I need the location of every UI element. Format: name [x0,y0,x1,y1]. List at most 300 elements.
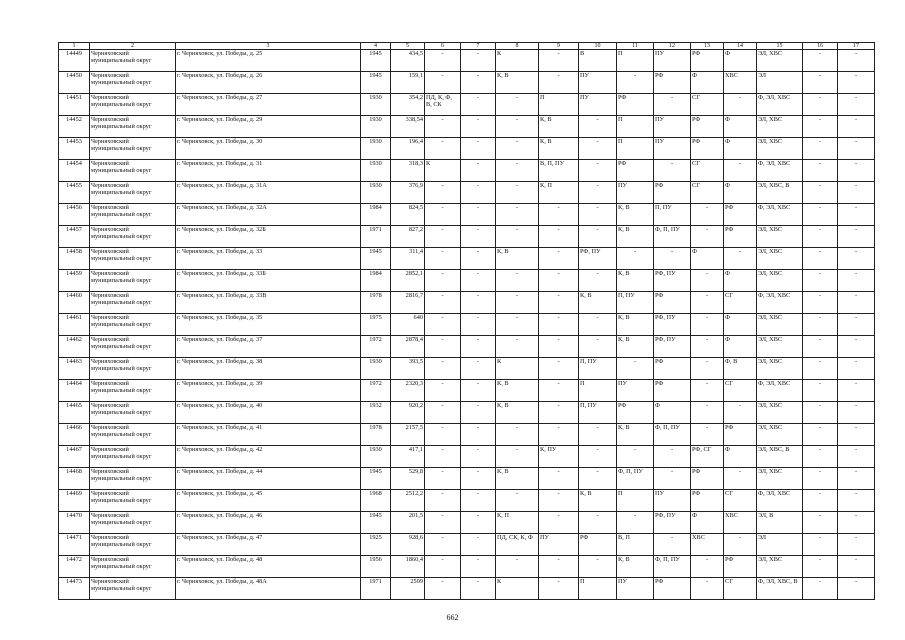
table-cell: - [539,292,579,314]
table-cell: - [461,556,496,578]
table-row [59,226,875,248]
table-cell: - [461,50,496,72]
table-cell: г. Черняховск, ул. Победы, д. 33Б [176,270,361,292]
table-cell: г. Черняховск, ул. Победы, д. 47 [176,534,361,556]
table-cell: - [425,468,461,490]
table-cell: - [724,160,757,182]
table-cell: Черняховский муниципальный округ [90,50,176,72]
table-cell: - [539,402,579,424]
table-row [59,358,875,380]
table-row [59,314,875,336]
table-cell: - [425,446,461,468]
table-cell: Ф, ЭЛ, ХВС [757,292,803,314]
table-cell: К, П [496,512,539,534]
table-cell: 1978 [361,424,391,446]
table-cell: ПД, К, Ф, В, СК [425,94,461,116]
table-cell: Черняховский муниципальный округ [90,402,176,424]
table-cell: 827,2 [391,226,425,248]
table-cell: 354,2 [391,94,425,116]
table-cell: - [838,578,875,600]
table-cell: 1984 [361,270,391,292]
table-cell: - [579,468,617,490]
table-cell: 14469 [59,490,90,512]
table-cell: П [617,50,654,72]
table-cell: К, В [496,402,539,424]
table-cell: Ф, П, ПУ [654,556,691,578]
table-cell: 14456 [59,204,90,226]
table-cell: - [496,446,539,468]
table-cell: Черняховский муниципальный округ [90,534,176,556]
table-cell: - [425,380,461,402]
table-cell: г. Черняховск, ул. Победы, д. 37 [176,336,361,358]
column-header: 2 [90,43,176,50]
table-cell: г. Черняховск, ул. Победы, д. 31А [176,182,361,204]
table-cell: г. Черняховск, ул. Победы, д. 29 [176,116,361,138]
header-row [59,43,875,50]
table-cell: 201,5 [391,512,425,534]
table-cell: 14459 [59,270,90,292]
table-cell: - [425,226,461,248]
column-header: 17 [838,43,875,50]
table-cell: ПУ [654,50,691,72]
table-cell: ПУ [579,72,617,94]
table-cell: - [425,358,461,380]
table-cell: г. Черняховск, ул. Победы, д. 35 [176,314,361,336]
table-cell: РФ [724,424,757,446]
table-cell: К, В [539,116,579,138]
table-cell: РФ [617,160,654,182]
table-cell: Ф [724,182,757,204]
table-cell: Черняховский муниципальный округ [90,248,176,270]
table-cell: - [425,402,461,424]
table-cell: 640 [391,314,425,336]
table-cell: К, ПУ [539,446,579,468]
table-cell: 1971 [361,578,391,600]
table-cell: 1978 [361,292,391,314]
page-number: 662 [446,613,459,622]
table-cell: Ф, ЭЛ, ХВС [757,160,803,182]
table-cell: - [539,468,579,490]
table-cell: - [425,336,461,358]
table-cell: РФ [724,226,757,248]
table-cell: 14450 [59,72,90,94]
table-cell: Ф [724,116,757,138]
table-cell: 1945 [361,50,391,72]
table-cell: П [539,94,579,116]
table-cell: 2816,7 [391,292,425,314]
table-cell: Ф [724,50,757,72]
table-cell: 1945 [361,72,391,94]
table-cell: ЭЛ, ХВС [757,138,803,160]
table-cell: ЭЛ, ХВС, В [757,182,803,204]
table-cell: СГ [724,292,757,314]
table-cell: Ф, ЭЛ, ХВС [757,94,803,116]
table-cell: ПД, СК, К, Ф [496,534,539,556]
table-cell: 14452 [59,116,90,138]
table-cell: - [579,446,617,468]
table-cell: - [496,138,539,160]
table-cell: - [838,94,875,116]
table-cell: - [838,116,875,138]
table-cell: РФ [691,138,724,160]
table-cell: - [691,556,724,578]
table-cell: 14470 [59,512,90,534]
table-cell: - [654,248,691,270]
table-cell: - [803,578,838,600]
table-cell: - [803,556,838,578]
table-cell: П, ПУ [617,292,654,314]
table-cell: Ф, П, ПУ [617,468,654,490]
table-row [59,556,875,578]
table-cell: - [496,160,539,182]
table-cell: г. Черняховск, ул. Победы, д. 27 [176,94,361,116]
table-cell: Ф, ЭЛ, ХВС [757,490,803,512]
table-cell: Черняховский муниципальный округ [90,358,176,380]
table-cell: - [838,226,875,248]
table-cell: РФ [617,94,654,116]
table-cell: - [461,248,496,270]
table-cell: РФ, СГ [691,446,724,468]
table-cell: Ф [691,512,724,534]
table-cell: г. Черняховск, ул. Победы, д. 33В [176,292,361,314]
table-cell: - [496,226,539,248]
table-cell: 2512,2 [391,490,425,512]
table-cell: СГ [724,578,757,600]
table-cell: - [838,358,875,380]
table-cell: - [461,116,496,138]
column-header: 15 [757,43,803,50]
table-cell: - [691,424,724,446]
table-cell: - [838,160,875,182]
table-cell: ЭЛ, ХВС [757,336,803,358]
table-cell: - [579,160,617,182]
table-cell: - [724,468,757,490]
table-cell: - [539,336,579,358]
table-cell: К, В [617,226,654,248]
table-cell: 14471 [59,534,90,556]
table-cell: - [654,468,691,490]
table-cell: - [803,468,838,490]
table-row [59,94,875,116]
table-cell: - [496,424,539,446]
table-cell: Ф, ЭЛ, ХВС [757,380,803,402]
table-cell: - [425,182,461,204]
table-cell: ЭЛ, ХВС [757,248,803,270]
table-cell: - [539,72,579,94]
table-cell: - [539,204,579,226]
table-cell: К, В [496,248,539,270]
table-row [59,204,875,226]
table-cell: Черняховский муниципальный округ [90,182,176,204]
table-cell: 824,5 [391,204,425,226]
table-cell: 14472 [59,556,90,578]
table-cell: Черняховский муниципальный округ [90,292,176,314]
table-cell: ХВС [724,72,757,94]
table-cell: Ф, В [724,358,757,380]
table-cell: ЭЛ [757,534,803,556]
table-row [59,380,875,402]
table-cell: - [579,204,617,226]
table-cell: СГ [691,160,724,182]
table-cell: РФ [654,292,691,314]
table-cell: 928,6 [391,534,425,556]
table-cell: РФ [724,204,757,226]
table-cell: - [691,380,724,402]
table-cell: - [461,380,496,402]
table-cell: - [803,116,838,138]
table-cell: - [724,94,757,116]
table-cell: П [617,138,654,160]
table-cell: - [838,534,875,556]
table-cell: - [691,226,724,248]
table-cell: - [838,270,875,292]
table-cell: - [803,380,838,402]
table-cell: ЭЛ, ХВС [757,424,803,446]
table-cell: 393,5 [391,358,425,380]
table-cell: - [461,512,496,534]
table-cell: 376,9 [391,182,425,204]
table-cell: - [425,534,461,556]
table-cell: - [461,534,496,556]
table-cell: - [461,358,496,380]
table-cell: г. Черняховск, ул. Победы, д. 46 [176,512,361,534]
column-header: 8 [496,43,539,50]
table-cell: - [461,160,496,182]
table-cell: - [838,446,875,468]
table-cell: Ф [654,402,691,424]
table-cell: - [838,182,875,204]
table-cell: К, В [496,72,539,94]
table-cell: 1930 [361,182,391,204]
table-row [59,446,875,468]
table-cell: 2157,5 [391,424,425,446]
table-cell: - [461,336,496,358]
table-cell: РФ [654,72,691,94]
table-cell: - [579,314,617,336]
table-cell: ЭЛ, В [757,512,803,534]
table-cell: К, В [617,270,654,292]
table-cell: - [496,336,539,358]
table-cell: Ф [724,314,757,336]
table-cell: г. Черняховск, ул. Победы, д. 42 [176,446,361,468]
table-cell: 417,1 [391,446,425,468]
table-cell: г. Черняховск, ул. Победы, д. 40 [176,402,361,424]
table-cell: - [496,270,539,292]
table-cell: г. Черняховск, ул. Победы, д. 32Б [176,226,361,248]
table-cell: - [425,424,461,446]
table-cell: ЭЛ, ХВС [757,556,803,578]
table-cell: Черняховский муниципальный округ [90,314,176,336]
table-cell: - [691,292,724,314]
table-cell: - [579,424,617,446]
table-cell: К, П [539,182,579,204]
table-cell: - [461,204,496,226]
table-cell: - [461,402,496,424]
table-row [59,160,875,182]
table-cell: - [691,578,724,600]
table-cell: - [838,72,875,94]
table-cell: 159,1 [391,72,425,94]
table-cell: ЭЛ, ХВС [757,50,803,72]
table-cell: ПУ [617,380,654,402]
table-cell: П, ПУ [654,204,691,226]
table-cell: - [838,292,875,314]
table-cell: П [579,578,617,600]
table-cell: - [803,292,838,314]
table-cell: 2878,4 [391,336,425,358]
table-cell: - [803,204,838,226]
column-header: 16 [803,43,838,50]
table-cell: Черняховский муниципальный округ [90,446,176,468]
table-cell: Черняховский муниципальный округ [90,380,176,402]
table-cell: ПУ [654,116,691,138]
table-cell: ЭЛ, ХВС [757,270,803,292]
table-cell: г. Черняховск, ул. Победы, д. 39 [176,380,361,402]
table-cell: 14463 [59,358,90,380]
table-cell: 434,5 [391,50,425,72]
table-cell: Черняховский муниципальный округ [90,270,176,292]
table-cell: - [838,402,875,424]
table-cell: - [803,314,838,336]
column-header: 10 [579,43,617,50]
table-cell: - [539,380,579,402]
column-header: 9 [539,43,579,50]
table-cell: - [724,402,757,424]
table-cell: ХВС [691,534,724,556]
table-cell: Черняховский муниципальный округ [90,226,176,248]
table-cell: 1956 [361,556,391,578]
table-cell: - [461,424,496,446]
table-cell: г. Черняховск, ул. Победы, д. 48А [176,578,361,600]
table-cell: 2852,1 [391,270,425,292]
table-cell: К, В [617,336,654,358]
table-cell: ПУ [654,490,691,512]
table-cell: - [461,314,496,336]
table-cell: РФ [654,358,691,380]
table-cell: К, В [617,204,654,226]
table-cell: РФ [617,402,654,424]
table-cell: - [461,94,496,116]
table-cell: Черняховский муниципальный округ [90,512,176,534]
table-cell: - [838,204,875,226]
column-header: 5 [391,43,425,50]
table-cell: 1971 [361,226,391,248]
table-row [59,336,875,358]
table-cell: - [461,468,496,490]
table-cell: - [838,336,875,358]
table-cell: - [539,490,579,512]
table-cell: г. Черняховск, ул. Победы, д. 25 [176,50,361,72]
table-cell: Ф [724,446,757,468]
table-cell: - [496,204,539,226]
table-cell: - [803,72,838,94]
table-cell: К, В [617,556,654,578]
table-cell: К [496,50,539,72]
table-cell: - [539,556,579,578]
table-cell: 1932 [361,402,391,424]
table-cell: - [539,50,579,72]
table-cell: - [724,248,757,270]
table-cell: - [539,270,579,292]
table-cell: 14466 [59,424,90,446]
table-cell: - [838,468,875,490]
table-cell: - [803,248,838,270]
table-cell: РФ [579,534,617,556]
table-cell: СГ [724,490,757,512]
table-cell: РФ, ПУ [654,314,691,336]
table-cell: - [691,336,724,358]
table-cell: ЭЛ, ХВС [757,468,803,490]
table-cell: - [691,314,724,336]
table-cell: Черняховский муниципальный округ [90,468,176,490]
table-cell: РФ [691,468,724,490]
table-cell: - [496,94,539,116]
table-cell: К, В [496,380,539,402]
table-cell: г. Черняховск, ул. Победы, д. 41 [176,424,361,446]
table-cell: - [539,424,579,446]
table-cell: - [496,182,539,204]
table-cell: Черняховский муниципальный округ [90,424,176,446]
table-cell: К [496,578,539,600]
table-cell: - [461,138,496,160]
table-cell: Ф, ЭЛ, ХВС, В [757,578,803,600]
table-cell: г. Черняховск, ул. Победы, д. 45 [176,490,361,512]
table-cell: Ф, ЭЛ, ХВС [757,204,803,226]
table-cell: ЭЛ, ХВС [757,314,803,336]
table-cell: Черняховский муниципальный округ [90,94,176,116]
table-cell: - [803,182,838,204]
table-cell: К, В [617,424,654,446]
table-cell: - [425,270,461,292]
table-cell: Ф [724,270,757,292]
table-cell: - [496,490,539,512]
table-cell: 14453 [59,138,90,160]
table-cell: П, ПУ [579,402,617,424]
table-cell: - [539,226,579,248]
column-header: 7 [461,43,496,50]
table-cell: - [803,358,838,380]
table-cell: К, В [617,314,654,336]
table-cell: - [461,72,496,94]
table-cell: - [803,534,838,556]
table-cell: Черняховский муниципальный округ [90,160,176,182]
table-cell: К, В [579,490,617,512]
table-cell: - [425,512,461,534]
table-cell: 14467 [59,446,90,468]
table-cell: СГ [691,182,724,204]
table-cell: Черняховский муниципальный округ [90,116,176,138]
table-cell: - [838,424,875,446]
table-cell: В, П, ПУ [539,160,579,182]
table-cell: ПУ [539,534,579,556]
table-cell: 1984 [361,204,391,226]
table-cell: 14449 [59,50,90,72]
table-row [59,248,875,270]
table-cell: РФ [691,116,724,138]
table-cell: - [425,314,461,336]
table-row [59,424,875,446]
table-cell: В, П [617,534,654,556]
table-cell: - [579,182,617,204]
table-cell: - [803,512,838,534]
table-cell: г. Черняховск, ул. Победы, д. 30 [176,138,361,160]
table-cell: 1930 [361,94,391,116]
table-cell: 14458 [59,248,90,270]
table-cell: РФ, ПУ [654,336,691,358]
column-header: 14 [724,43,757,50]
table-cell: - [461,182,496,204]
table-cell: Ф [691,72,724,94]
